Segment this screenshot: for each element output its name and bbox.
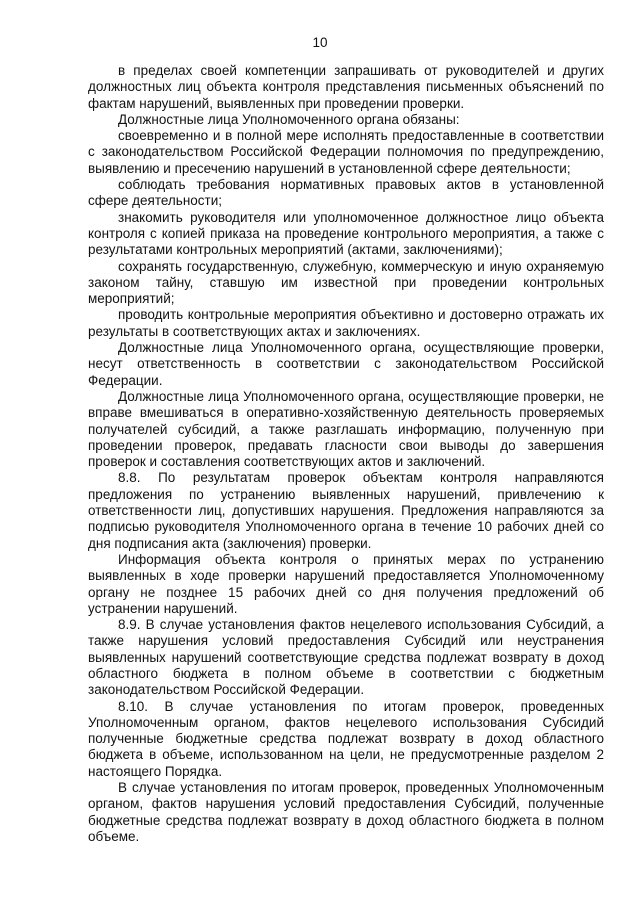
paragraph: проводить контрольные мероприятия объективно и достоверно отражать их результаты в соответствующих актах и заключениях. xyxy=(88,307,604,339)
document-body xyxy=(88,63,604,845)
page-number: 10 xyxy=(312,35,328,50)
paragraph: Информация объекта контроля о принятых мерах по устранению выявленных в ходе проверки нарушений предоставляется Уполномоченному органу не позднее 15 рабочих дней со дня получения предложений об устранении нарушений. xyxy=(88,551,604,616)
paragraph: соблюдать требования нормативных правовых актов в установленной сфере деятельности; xyxy=(88,177,604,209)
paragraph: Должностные лица Уполномоченного органа, осуществляющие проверки, не вправе вмешиваться в оперативно-хозяйственную деятельность проверяемых получателей субсидий, а также разглашать информацию, полученную при проведении проверок, предавать гласности свои выводы до завершения проверок и составления соответствующих актов и заключений. xyxy=(88,388,604,470)
paragraph: 8.8. По результатам проверок объектам контроля направляются предложения по устранению выявленных нарушений, привлечению к ответственности лиц, допустивших нарушения. Предложения направляются за подписью руководителя Уполномоченного органа в течение 10 рабочих дней со дня подписания акта (заключения) проверки. xyxy=(88,470,604,551)
paragraph: В случае установления по итогам проверок, проведенных Уполномоченным органом, фактов нарушения условий предоставления Субсидий, полученные бюджетные средства подлежат возврату в доход областного бюджета в полном объеме. xyxy=(88,780,604,844)
paragraph: Должностные лица Уполномоченного органа, осуществляющие проверки, несут ответственность в соответствии с законодательством Российской Федерации. xyxy=(88,340,604,388)
paragraph: 8.10. В случае установления по итогам проверок, проведенных Уполномоченным органом, фактов нецелевого использования Субсидий полученные бюджетные средства подлежат возврату в доход областного бюджета в объеме, использованном на цели, не предусмотренные разделом 2 настоящего Порядка. xyxy=(88,698,604,779)
paragraph: знакомить руководителя или уполномоченное должностное лицо объекта контроля с копией приказа на проведение контрольного мероприятия, а также с результатами контрольных мероприятий (актами, заключениями); xyxy=(88,209,604,258)
paragraph: своевременно и в полной мере исполнять предоставленные в соответствии с законодательством Российской Федерации полномочия по предупреждению, выявлению и пресечению нарушений в установленной сфере деятельности; xyxy=(88,128,604,176)
paragraph: 8.9. В случае установления фактов нецелевого использования Субсидий, а также нарушения условий предоставления Субсидий или неустранения выявленных нарушений соответствующие средства подлежат возврату в доход областного бюджета в полном объеме в соответствии с бюджетным законодательством Российской Федерации. xyxy=(88,617,604,698)
paragraph: сохранять государственную, служебную, коммерческую и иную охраняемую законом тайну, ставшую им известной при проведении контрольных мероприятий; xyxy=(88,258,604,307)
paragraph: Должностные лица Уполномоченного органа обязаны: xyxy=(118,111,460,127)
paragraph: в пределах своей компетенции запрашивать от руководителей и других должностных лиц объекта контроля представления письменных объяснений по фактам нарушений, выявленных при проведении проверки. xyxy=(88,63,604,111)
